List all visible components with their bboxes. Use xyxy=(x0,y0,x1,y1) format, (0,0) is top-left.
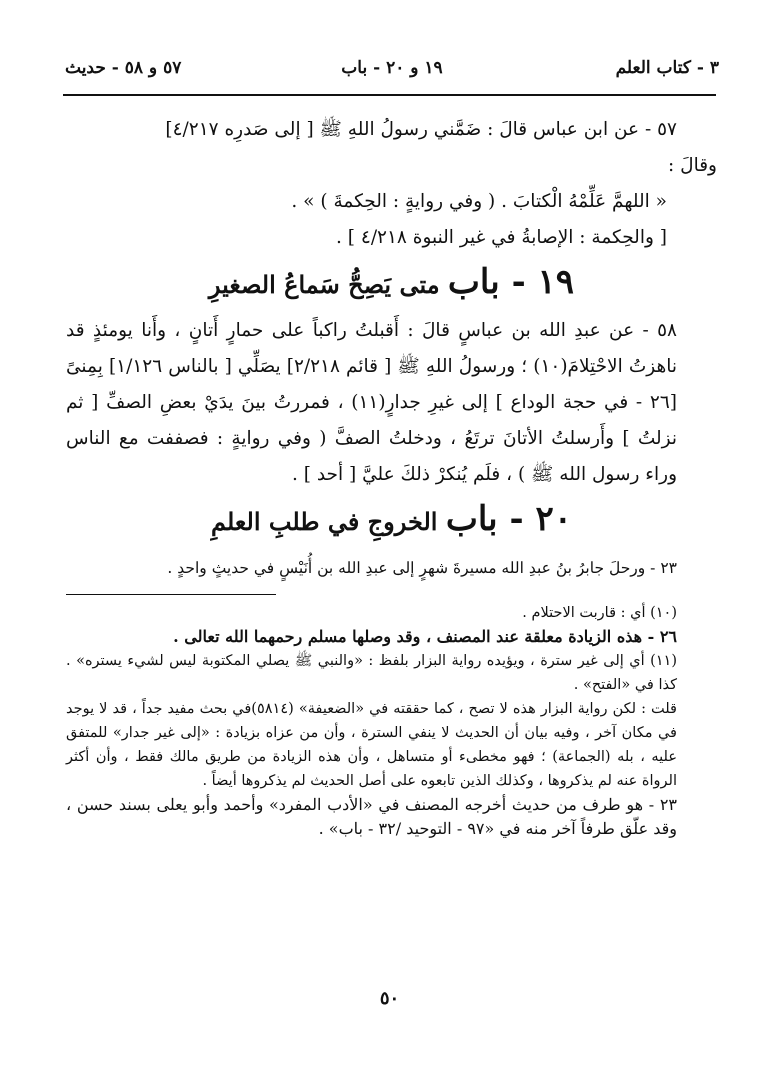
header-chapter: ١٩ و ٢٠ - باب xyxy=(341,58,443,78)
chapter-20-number: ٢٠ - باب xyxy=(445,499,572,539)
footnote-10: (١٠) أي : قاربت الاحتلام . xyxy=(522,605,677,621)
page-number: ٥٠ xyxy=(379,988,400,1009)
footnote-rule xyxy=(66,594,276,595)
note-23: ٢٣ - ورحلَ جابرُ بنُ عبدِ الله مسيرةَ شهرٍ إلى عبدِ الله بن أُنَيْسٍ في حديثٍ واحدٍ . xyxy=(167,559,677,577)
footnote-11-comment: قلت : لكن رواية البزار هذه لا تصح ، كما حققته في «الضعيفة» (٥٨١٤)في بحث مفيد جداً ، قد لا يوجد في مكان آخر ، وفيه بيان أن الحديث لا ينفي السترة ، وأن من عزاه بزيادة : «إلى غير جدار» للمتفق عليه ، بله (الجماعة) ؛ فهو مخطىء أو متساهل ، وأن هذه الزيادة من طريق مالك فقط ، وأن أكثر الرواة عنه لم يذكروها ، وكذلك الذين تابعوه على أصل الحديث لم يذكروها أيضاً . xyxy=(66,701,677,789)
hadith-57-prayer: « اللهمَّ عَلِّمْهُ الْكتابَ . ( وفي روايةٍ : الحِكمةَ ) » . xyxy=(291,191,667,212)
hadith-57-line-1: ٥٧ - عن ابن عباس قالَ : ضَمَّني رسولُ اللهِ ﷺ [ إلى صَدرِه ٤/٢١٧] xyxy=(165,119,677,140)
chapter-19-title: متى يَصِحُّ سَماعُ الصغيرِ xyxy=(208,270,440,299)
hadith-57-gloss: [ والحِكمة : الإصابةُ في غير النبوة ٤/٢١٨ ] . xyxy=(336,227,667,248)
running-header xyxy=(65,58,719,86)
header-book-title: ٣ - كتاب العلم xyxy=(615,58,719,78)
footnote-26: ٢٦ - هذه الزيادة معلقة عند المصنف ، وقد وصلها مسلم رحمهما الله تعالى . xyxy=(173,627,677,646)
header-rule xyxy=(63,94,716,96)
main-text xyxy=(66,112,717,841)
chapter-19-number: ١٩ - باب xyxy=(447,262,575,302)
header-hadith-range: ٥٧ و ٥٨ - حديث xyxy=(65,58,182,78)
hadith-58-text: ٥٨ - عن عبدِ الله بن عباسٍ قالَ : أَقبلتُ راكباً على حمارٍ أَتانٍ ، وأَنا يومئذٍ قد ناهزتُ الاحْتِلامَ(١٠) ؛ ورسولُ اللهِ ﷺ [ قائم ٢/٢١٨] يصَلِّي [ بالناس ١/١٢٦] بِمِنىً [٢٦ - في حجة الوداع ] إلى غيرِ جدارٍ(١١) ، فمررتُ بينَ يدَيْ بعضِ الصفِّ [ ثم نزلتُ ] وأَرسلتُ الأتانَ ترتَعُ ، ودخلتُ الصفَّ ( وفي روايةٍ : فصففت مع الناس وراء رسول الله ﷺ ) ، فلَم يُنكرْ ذلكَ عليَّ [ أحد ] . xyxy=(66,320,677,485)
footnote-11: (١١) أي إلى غير سترة ، ويؤيده رواية البزار بلفظ : «والنبي ﷺ يصلي المكتوبة ليس لشيء يستره» . كذا في «الفتح» . xyxy=(66,653,677,693)
chapter-20-title: الخروجِ في طلبِ العلمِ xyxy=(211,507,438,536)
chapter-20-heading xyxy=(66,497,717,544)
chapter-19-heading xyxy=(66,260,717,307)
hadith-57-line-2: وقالَ : xyxy=(668,155,717,176)
footnote-23: ٢٣ - هو طرف من حديث أخرجه المصنف في «الأدب المفرد» وأحمد وأبو يعلى بسند حسن ، وقد علّق طرفاً آخر منه في «٩٧ - التوحيد /٣٢ - باب» . xyxy=(66,795,677,838)
footnotes xyxy=(66,601,717,841)
